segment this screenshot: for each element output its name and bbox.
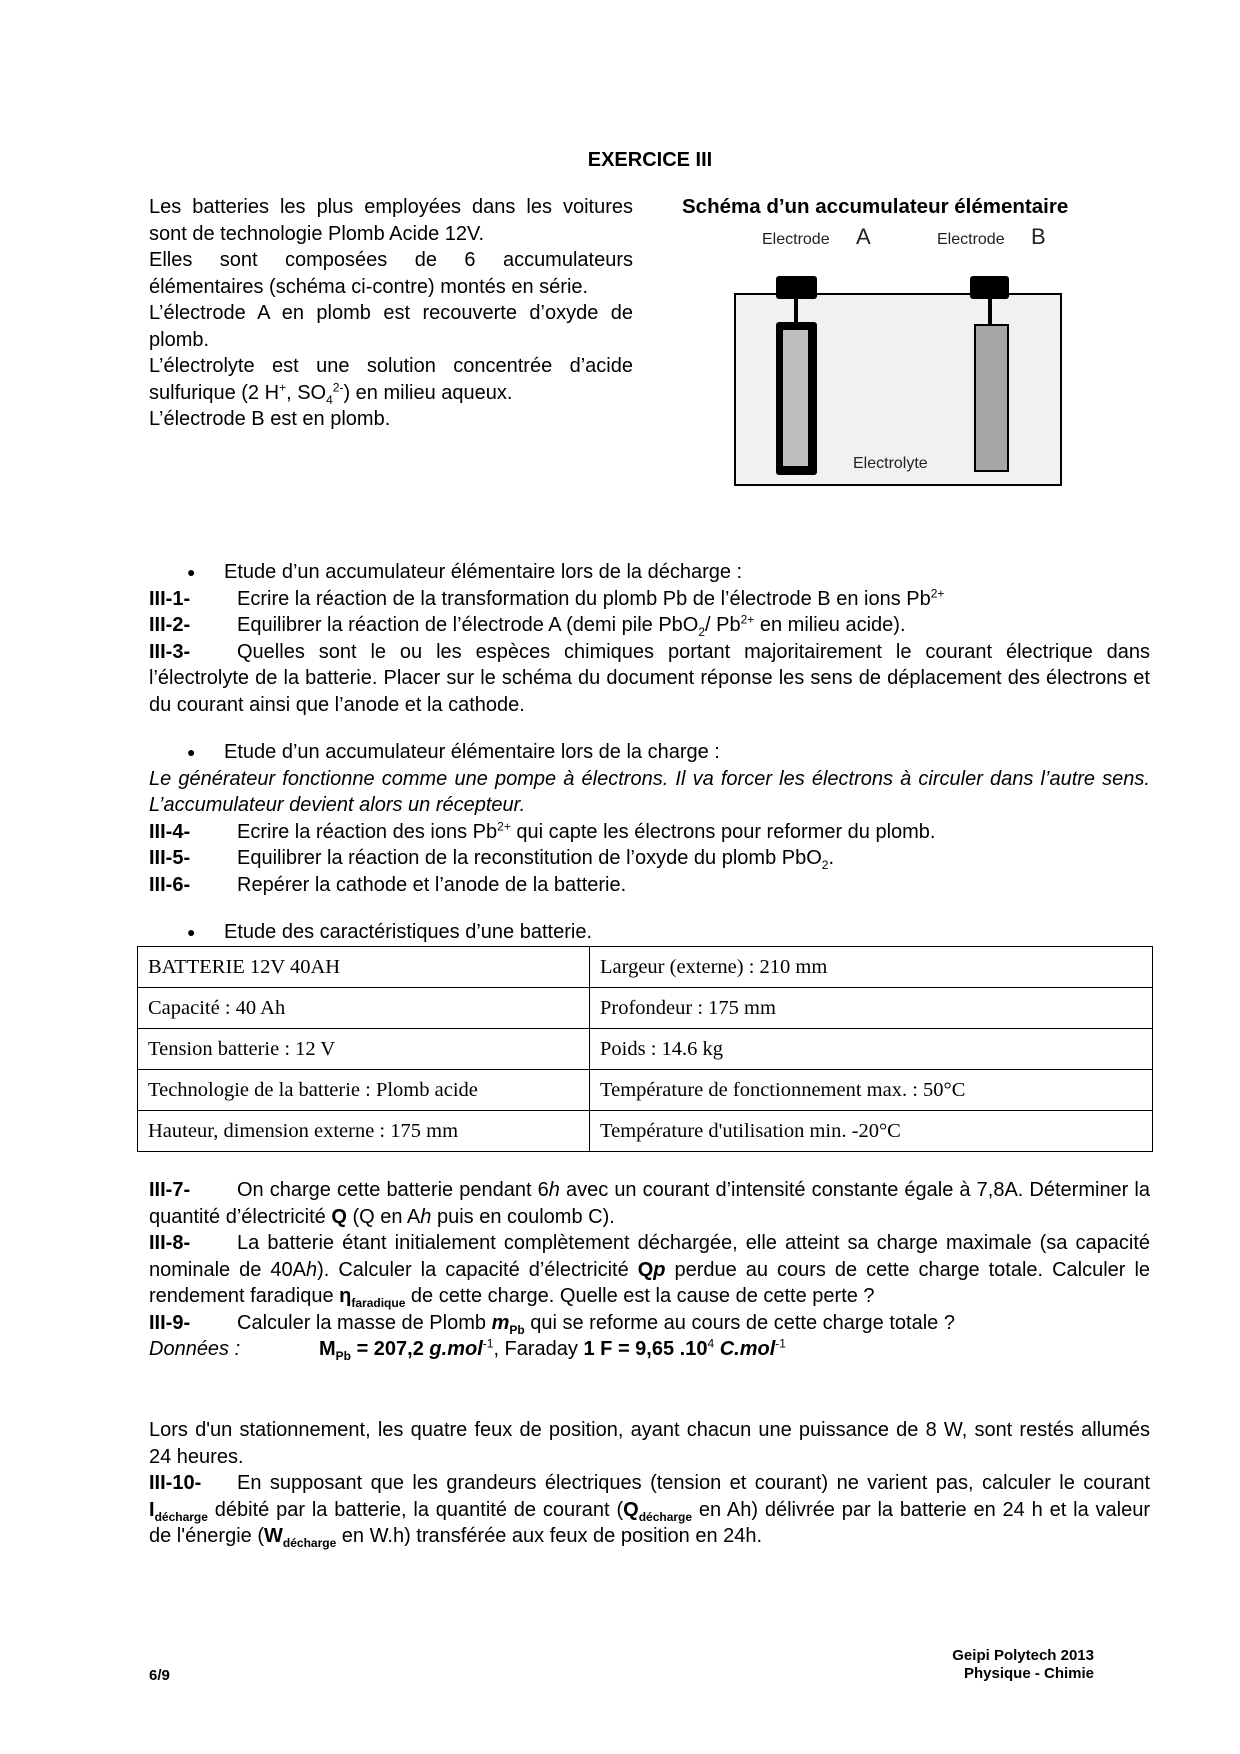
- text-run: en Ah) délivrée par la batterie en 24 h et la valeur de l'énergie (: [149, 1498, 1151, 1547]
- text-run: Equilibrer la réaction de l’électrode A (demi pile PbO: [237, 614, 699, 636]
- intro-paragraph: [149, 194, 633, 247]
- text-run: .: [828, 847, 835, 869]
- question-label: III-2-: [149, 614, 191, 636]
- battery-specs-table: [137, 946, 1153, 1152]
- table-cell: Capacité : 40 Ah: [138, 988, 590, 1029]
- section-discharge: [149, 559, 1150, 718]
- question-text: [149, 1179, 1150, 1228]
- question-text: [237, 845, 1150, 872]
- text-run: h: [305, 1258, 318, 1281]
- table-row: [138, 988, 1153, 1029]
- text-run: -1: [482, 1336, 494, 1351]
- text-run: Les batteries les plus employées dans les voitures sont de technologie Plomb Acide 12V.: [149, 196, 633, 245]
- text-run: Pb: [335, 1349, 352, 1363]
- table-cell: Poids : 14.6 kg: [590, 1029, 1153, 1070]
- text-run: / Pb: [705, 614, 741, 636]
- text-run: = 207,2: [351, 1338, 430, 1360]
- text-run: +: [279, 379, 287, 394]
- text-run: Elles sont composées de 6 accumulateurs élémentaires (schéma ci-contre) montés en série.: [149, 249, 633, 298]
- page-number: 6/9: [149, 1667, 170, 1684]
- question-label: III-3-: [149, 640, 191, 663]
- text-run: Q: [331, 1205, 347, 1228]
- text-run: 2+: [930, 585, 945, 600]
- section-charge: [149, 739, 1150, 898]
- text-run: L’électrode B est en plomb.: [149, 408, 391, 430]
- text-run: débité par la batterie, la quantité de courant (: [207, 1498, 624, 1521]
- text-run: 4: [707, 1336, 715, 1351]
- bullet-text: Etude des caractéristiques d’une batterie.: [224, 921, 592, 943]
- text-run: faradique: [351, 1296, 406, 1310]
- bullet-icon: ●: [187, 924, 196, 940]
- footer-info: [952, 1647, 1094, 1683]
- footer-subject: Physique - Chimie: [963, 1665, 1094, 1682]
- text-run: qui se reforme au cours de cette charge totale ?: [524, 1311, 955, 1334]
- text-run: p: [653, 1258, 666, 1281]
- table-cell: Température de fonctionnement max. : 50°C: [590, 1070, 1153, 1111]
- text-run: η: [339, 1285, 352, 1307]
- text-run: avec un courant d’intensité constante égale à 7,8A. Déterminer la quantité d’électricité: [149, 1179, 1150, 1228]
- text-run: g.mol: [429, 1338, 483, 1360]
- question-label: III-9-: [149, 1311, 191, 1334]
- text-run: perdue au cours de cette charge totale. Calculer le rendement faradique: [149, 1258, 1151, 1307]
- electrode-a-letter: A: [856, 224, 871, 249]
- question: [149, 845, 1150, 872]
- bullet-text: Etude d’un accumulateur élémentaire lors de la charge :: [224, 741, 720, 763]
- data-values: [319, 1336, 786, 1363]
- section-charge-questions: [149, 1177, 1150, 1363]
- text-run: décharge: [638, 1509, 693, 1524]
- table-row: [138, 947, 1153, 988]
- question-label: III-1-: [149, 587, 191, 610]
- table-cell: BATTERIE 12V 40AH: [138, 947, 590, 988]
- bullet-item: [149, 559, 1150, 586]
- intro-paragraph: [149, 300, 633, 353]
- intro-paragraph: [149, 353, 633, 406]
- intro-paragraph: [149, 406, 633, 433]
- bullet-icon: ●: [187, 744, 196, 760]
- electrode-b-letter: B: [1031, 224, 1046, 249]
- question: [149, 819, 1150, 846]
- text-run: 2+: [740, 612, 755, 627]
- question-text: [149, 1472, 1151, 1550]
- intro-text: [149, 194, 633, 433]
- question: [149, 639, 1150, 719]
- text-run: La batterie étant initialement complètement déchargée, elle atteint sa charge maximale (sa capacité nominale de 40A: [149, 1232, 1150, 1281]
- text-run: 4: [326, 392, 333, 407]
- data-given: [149, 1336, 1150, 1363]
- bullet-icon: ●: [187, 564, 196, 580]
- text-run: (Q en A: [346, 1205, 421, 1228]
- text-run: Quelles sont le ou les espèces chimiques portant majoritairement le courant électrique dans l’électrolyte de la batterie. Placer sur le schéma du document réponse les sens de déplacement des électrons et du courant ainsi que l’anode et la cathode.: [149, 640, 1150, 716]
- text-run: L’électrode A en plomb est recouverte d’oxyde de plomb.: [149, 302, 633, 351]
- electrode-b: [975, 325, 1008, 471]
- text-run: Calculer la masse de Plomb: [237, 1311, 492, 1334]
- question-label: III-6-: [149, 873, 191, 896]
- text-run: en milieu acide).: [754, 614, 906, 636]
- footer-school: Geipi Polytech 2013: [952, 1647, 1094, 1664]
- question-text: [237, 612, 1150, 639]
- terminal-a: [776, 276, 817, 299]
- text-run: 2: [698, 625, 706, 639]
- text-run: Q: [637, 1258, 654, 1281]
- text-run: L’électrolyte est une solution concentrée d’acide sulfurique (2 H: [149, 355, 633, 404]
- section-parking: [149, 1417, 1150, 1550]
- question-label: III-8-: [149, 1232, 191, 1254]
- text-run: m: [491, 1311, 510, 1334]
- question-label: III-10-: [149, 1472, 202, 1494]
- intro-paragraph: [149, 247, 633, 300]
- table-cell: Température d'utilisation min. -20°C: [590, 1111, 1153, 1152]
- exercise-title: EXERCICE III: [587, 149, 713, 171]
- table-cell: Hauteur, dimension externe : 175 mm: [138, 1111, 590, 1152]
- text-run: ). Calculer la capacité d’électricité: [317, 1258, 638, 1281]
- section-characteristics: [149, 919, 1150, 946]
- question-text: [237, 586, 1150, 613]
- text-run: 1 F = 9,65 .10: [583, 1338, 708, 1360]
- data-label: Données :: [149, 1338, 241, 1360]
- question-label: III-5-: [149, 847, 191, 869]
- question: [149, 1177, 1150, 1230]
- text-run: ) en milieu aqueux.: [343, 381, 513, 404]
- electrode-b-label: Electrode: [937, 231, 1005, 248]
- table-cell: Largeur (externe) : 210 mm: [590, 947, 1153, 988]
- text-run: , Faraday: [493, 1338, 584, 1360]
- text-run: , SO: [286, 381, 327, 404]
- electrolyte-label: Electrolyte: [853, 455, 928, 472]
- table-cell: Profondeur : 175 mm: [590, 988, 1153, 1029]
- text-run: en W.h) transférée aux feux de position en 24h.: [336, 1525, 763, 1547]
- table-row: [138, 1111, 1153, 1152]
- text-run: décharge: [154, 1509, 208, 1524]
- text-run: M: [319, 1338, 336, 1360]
- table-cell: Technologie de la batterie : Plomb acide: [138, 1070, 590, 1111]
- text-run: I: [149, 1498, 155, 1521]
- text-run: de cette charge. Quelle est la cause de cette perte ?: [405, 1285, 875, 1307]
- table-row: [138, 1029, 1153, 1070]
- text-run: qui capte les électrons pour reformer du plomb.: [510, 820, 936, 843]
- text-run: C.mol: [714, 1338, 776, 1360]
- text-run: Repérer la cathode et l’anode de la batterie.: [237, 873, 627, 896]
- question: [149, 872, 1150, 899]
- question-label: III-7-: [149, 1179, 191, 1201]
- text-run: puis en coulomb C).: [431, 1205, 615, 1228]
- question: [149, 1470, 1150, 1550]
- question: [149, 612, 1150, 639]
- text-run: h: [420, 1205, 432, 1228]
- question: [149, 586, 1150, 613]
- text-run: -1: [775, 1336, 786, 1351]
- text-run: 2: [821, 858, 829, 872]
- charge-intro: Le générateur fonctionne comme une pompe à électrons. Il va forcer les électrons à circuler dans l’autre sens. L’accumulateur devient alors un récepteur.: [149, 767, 1150, 816]
- text-run: 2-: [332, 379, 344, 394]
- question-text: [237, 819, 1150, 846]
- text-run: Q: [623, 1498, 639, 1521]
- question-text: [149, 641, 1150, 716]
- parking-intro: Lors d'un stationnement, les quatre feux de position, ayant chacun une puissance de 8 W, sont restés allumés 24 heures.: [149, 1419, 1150, 1468]
- text-run: h: [548, 1179, 560, 1201]
- text-run: 2+: [497, 818, 511, 833]
- text-run: On charge cette batterie pendant 6: [237, 1179, 549, 1201]
- question-text: [237, 872, 1150, 899]
- text-run: Equilibrer la réaction de la reconstitution de l’oxyde du plomb PbO: [237, 847, 822, 869]
- question: [149, 1310, 1150, 1337]
- table-cell: Tension batterie : 12 V: [138, 1029, 590, 1070]
- schema-title: Schéma d’un accumulateur élémentaire: [682, 195, 1069, 218]
- table-row: [138, 1070, 1153, 1111]
- terminal-b: [970, 276, 1009, 299]
- text-run: Ecrire la réaction des ions Pb: [237, 820, 498, 843]
- text-run: W: [264, 1525, 283, 1547]
- question-text: [237, 1310, 1150, 1337]
- question-text: [149, 1232, 1151, 1310]
- text-run: En supposant que les grandeurs électriques (tension et courant) ne varient pas, calculer le courant: [237, 1472, 1150, 1494]
- question: [149, 1230, 1150, 1310]
- question-label: III-4-: [149, 820, 191, 843]
- electrode-a-label: Electrode: [762, 231, 830, 248]
- accumulator-diagram: [720, 222, 1100, 502]
- bullet-text: Etude d’un accumulateur élémentaire lors de la décharge :: [224, 561, 743, 583]
- text-run: Ecrire la réaction de la transformation du plomb Pb de l’électrode B en ions Pb: [237, 587, 931, 610]
- bullet-item: [149, 739, 1150, 766]
- text-run: décharge: [282, 1536, 337, 1550]
- text-run: Pb: [509, 1322, 525, 1337]
- bullet-item: [149, 919, 1150, 946]
